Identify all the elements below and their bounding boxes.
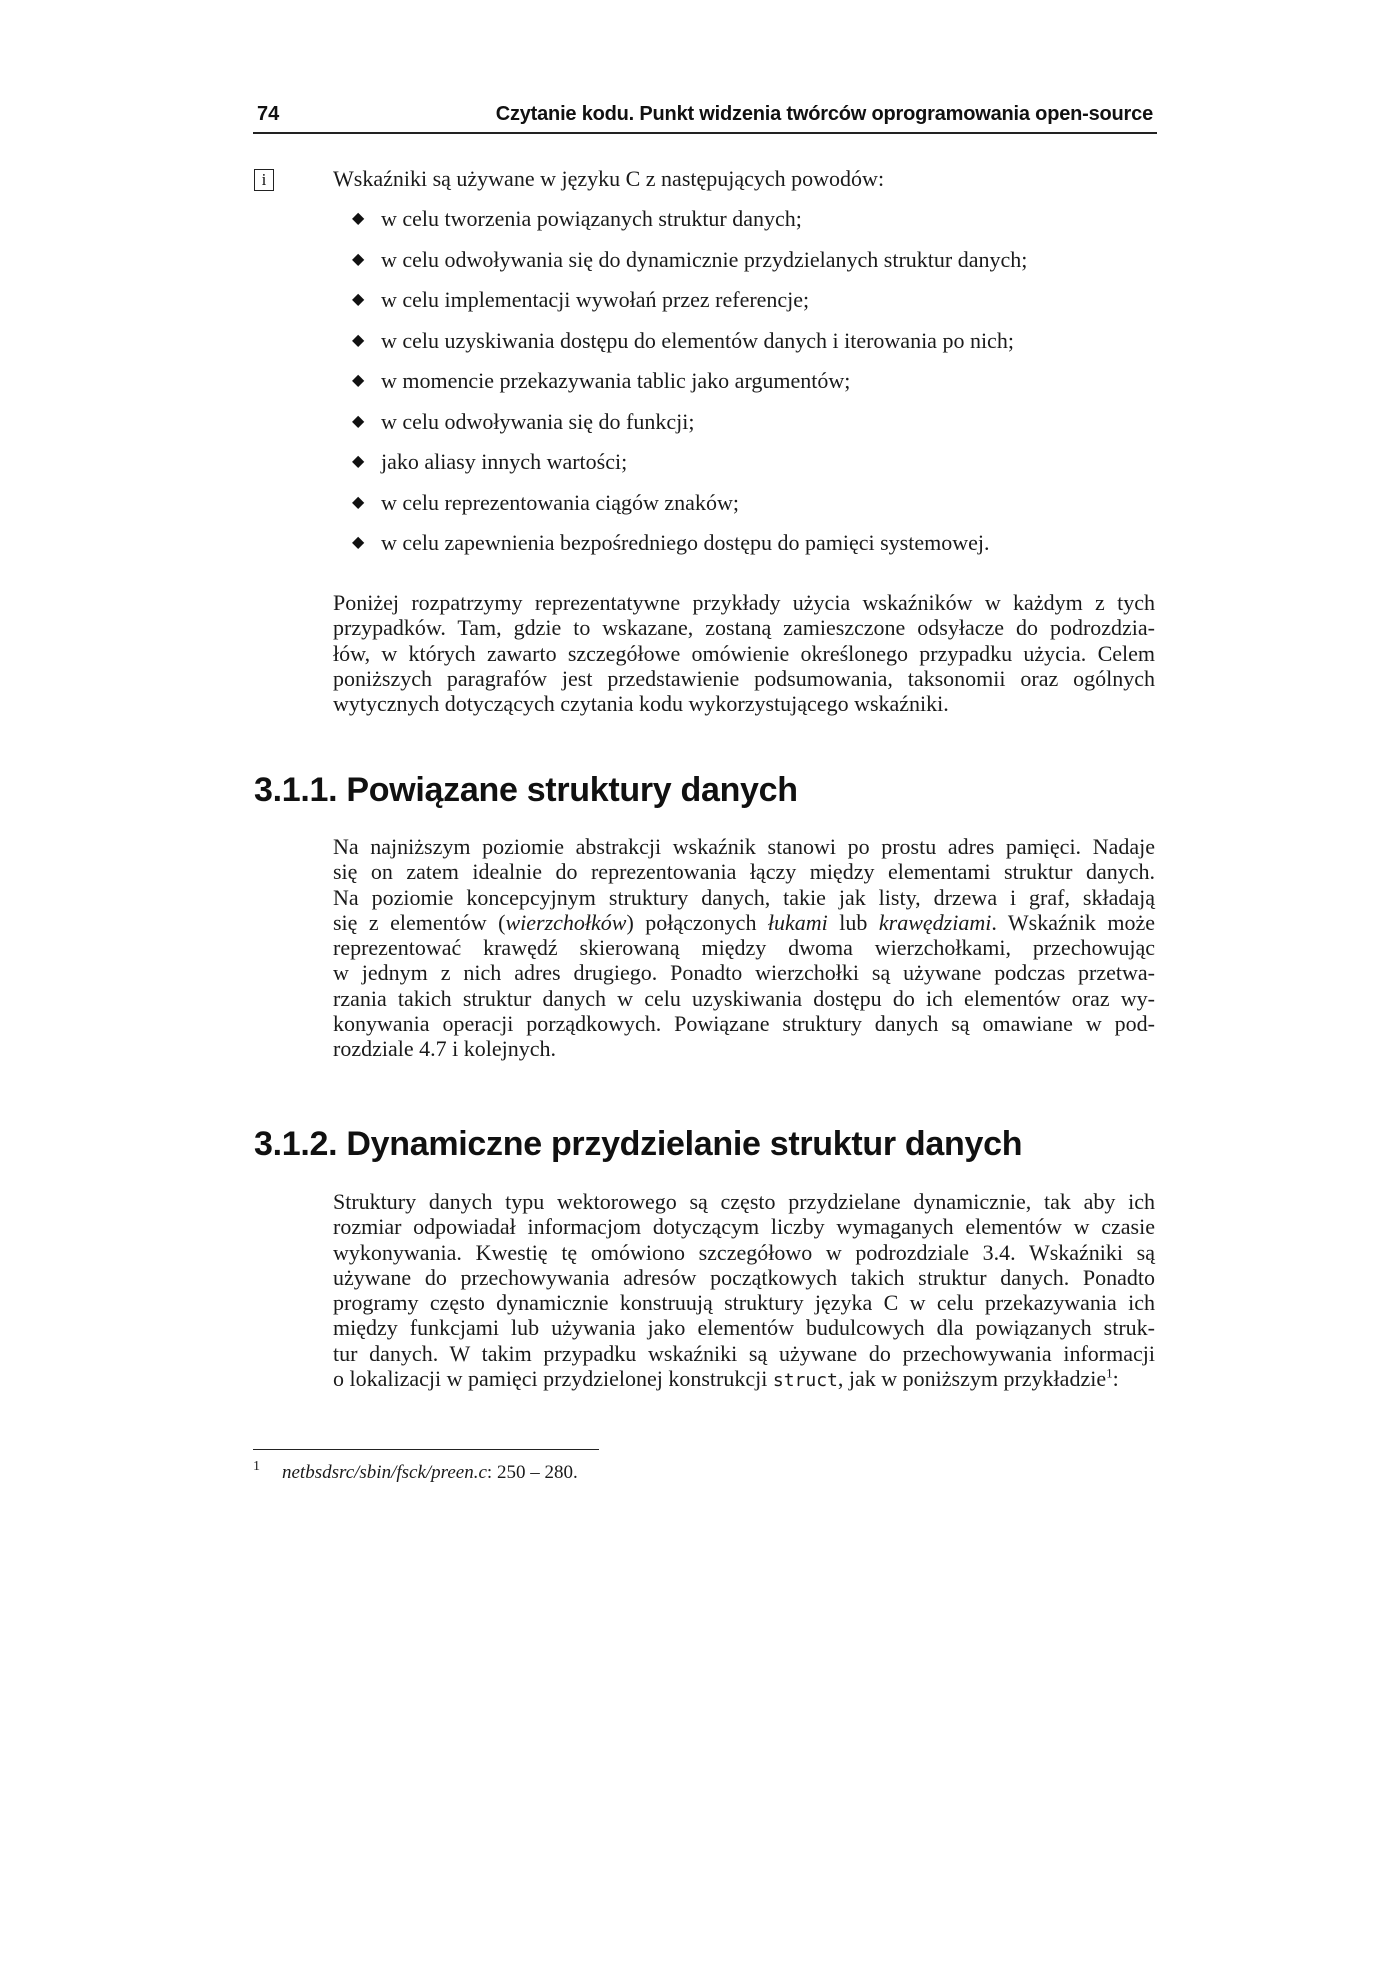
summary-paragraph	[333, 590, 1155, 716]
list-item-text: w celu odwoływania się do dynamicznie przydzielanych struktur danych;	[381, 246, 1028, 272]
paragraph-line: rozdziale 4.7 i kolejnych.	[333, 1036, 556, 1062]
paragraph-line: w jednym z nich adres drugiego. Ponadto wierzchołki są używane podczas przetwa-	[333, 960, 1155, 986]
list-item-text: jako aliasy innych wartości;	[381, 449, 628, 474]
text-run: :	[1112, 1366, 1119, 1392]
paragraph-line: używane do przechowywania adresów początkowych takich struktur danych. Ponadto	[333, 1264, 1155, 1290]
diamond-bullet-icon: ◆	[352, 250, 365, 268]
diamond-bullet-icon: ◆	[352, 493, 365, 511]
paragraph-line: tur danych. W takim przypadku wskaźniki są używane do przechowywania informacji	[333, 1340, 1155, 1366]
text-run: , jak w poniższym przykładzie	[837, 1366, 1107, 1392]
paragraph-line: konywania operacji porządkowych. Powiązane struktury danych są omawiane w pod-	[333, 1011, 1155, 1037]
list-item-text: w celu reprezentowania ciągów znaków;	[381, 489, 739, 515]
paragraph-line: Na najniższym poziomie abstrakcji wskaźnik stanowi po prostu adres pamięci. Nadaje	[333, 834, 1155, 859]
term-edges: krawędziami	[878, 909, 992, 935]
running-title: Czytanie kodu. Punkt widzenia twórców oprogramowania open-source	[495, 103, 1153, 125]
term-arcs: łukami	[767, 909, 828, 935]
code-struct: struct	[772, 1370, 838, 1392]
text-run: o lokalizacji w pamięci przydzielonej konstrukcji	[333, 1366, 773, 1392]
paragraph-line: Poniżej rozpatrzymy reprezentatywne przykłady użycia wskaźników w każdym z tych	[333, 590, 1155, 615]
footnote	[253, 1460, 578, 1488]
paragraph-line	[333, 1366, 1155, 1391]
diamond-bullet-icon: ◆	[352, 534, 365, 551]
paragraph-line: rozmiar odpowiadał informacjom dotyczącym liczby wymaganych elementów w czasie	[333, 1214, 1155, 1240]
list-item-text: w celu uzyskiwania dostępu do elementów danych i iterowania po nich;	[381, 327, 1014, 353]
info-icon: i	[254, 169, 274, 191]
page-number: 74	[257, 103, 280, 125]
dynamic-allocation-paragraph	[333, 1189, 1155, 1391]
term-vertices: wierzchołków	[505, 909, 627, 935]
section-heading-dynamic-allocation: 3.1.2. Dynamiczne przydzielanie struktur danych	[254, 1125, 1023, 1163]
diamond-bullet-icon: ◆	[352, 210, 365, 227]
paragraph-line: poniższych paragrafów jest przedstawienie podsumowania, taksonomii oraz ogólnych	[333, 665, 1155, 691]
paragraph-line: przypadków. Tam, gdzie to wskazane, zostaną zamieszczone odsyłacze do podrozdzia-	[333, 615, 1155, 641]
footnote-divider	[253, 1449, 599, 1450]
list-item-text: w celu zapewnienia bezpośredniego dostępu do pamięci systemowej.	[381, 530, 990, 555]
paragraph-line: Na poziomie koncepcyjnym struktury danych, takie jak listy, drzewa i graf, składają	[333, 884, 1155, 910]
footnote-source: netbsdsrc/sbin/fsck/preen.c	[282, 1462, 487, 1483]
paragraph-line: między funkcjami lub używania jako elementów budulcowych dla powiązanych struk-	[333, 1315, 1155, 1341]
paragraph-line	[333, 910, 1155, 935]
text-run: lub	[827, 909, 879, 935]
paragraph-line: się on zatem idealnie do reprezentowania łączy między elementami struktur danych.	[333, 859, 1155, 885]
footnote-reference: 1	[1106, 1365, 1113, 1381]
diamond-bullet-icon: ◆	[352, 331, 365, 349]
text-run: się z elementów (	[333, 909, 506, 935]
paragraph-line: rzania takich struktur danych w celu uzyskiwania dostępu do ich elementów oraz wy-	[333, 985, 1155, 1011]
intro-text: Wskaźniki są używane w języku C z następujących powodów:	[333, 166, 885, 191]
list-item-text: w momencie przekazywania tablic jako argumentów;	[381, 368, 851, 393]
list-item-text: w celu implementacji wywołań przez referencje;	[381, 287, 810, 312]
diamond-bullet-icon: ◆	[352, 372, 365, 389]
list-item-text: w celu odwoływania się do funkcji;	[381, 408, 695, 434]
diamond-bullet-icon: ◆	[352, 412, 365, 430]
footnote-mark: 1	[253, 1459, 260, 1474]
diamond-bullet-icon: ◆	[352, 291, 365, 308]
linked-structures-paragraph	[333, 834, 1155, 1062]
paragraph-line: wytycznych dotyczących czytania kodu wykorzystującego wskaźniki.	[333, 691, 949, 717]
footnote-range: : 250 – 280.	[486, 1462, 578, 1483]
diamond-bullet-icon: ◆	[352, 453, 365, 470]
text-run: ) połączonych	[626, 909, 768, 935]
paragraph-line: programy często dynamicznie konstruują struktury języka C w celu przekazywania ich	[333, 1290, 1155, 1316]
section-heading-linked-structures: 3.1.1. Powiązane struktury danych	[254, 771, 798, 809]
paragraph-line: wykonywania. Kwestię tę omówiono szczegółowo w podrozdziale 3.4. Wskaźniki są	[333, 1239, 1155, 1265]
paragraph-line: Struktury danych typu wektorowego są często przydzielane dynamicznie, tak aby ich	[333, 1189, 1155, 1214]
running-header	[253, 100, 1157, 134]
paragraph-line: łów, w których zawarto szczegółowe omówienie określonego przypadku użycia. Celem	[333, 640, 1155, 666]
list-item-text: w celu tworzenia powiązanych struktur danych;	[381, 206, 802, 231]
text-run: . Wskaźnik może	[991, 909, 1155, 935]
paragraph-line: reprezentować krawędź skierowaną między dwoma wierzchołkami, przechowując	[333, 935, 1155, 961]
